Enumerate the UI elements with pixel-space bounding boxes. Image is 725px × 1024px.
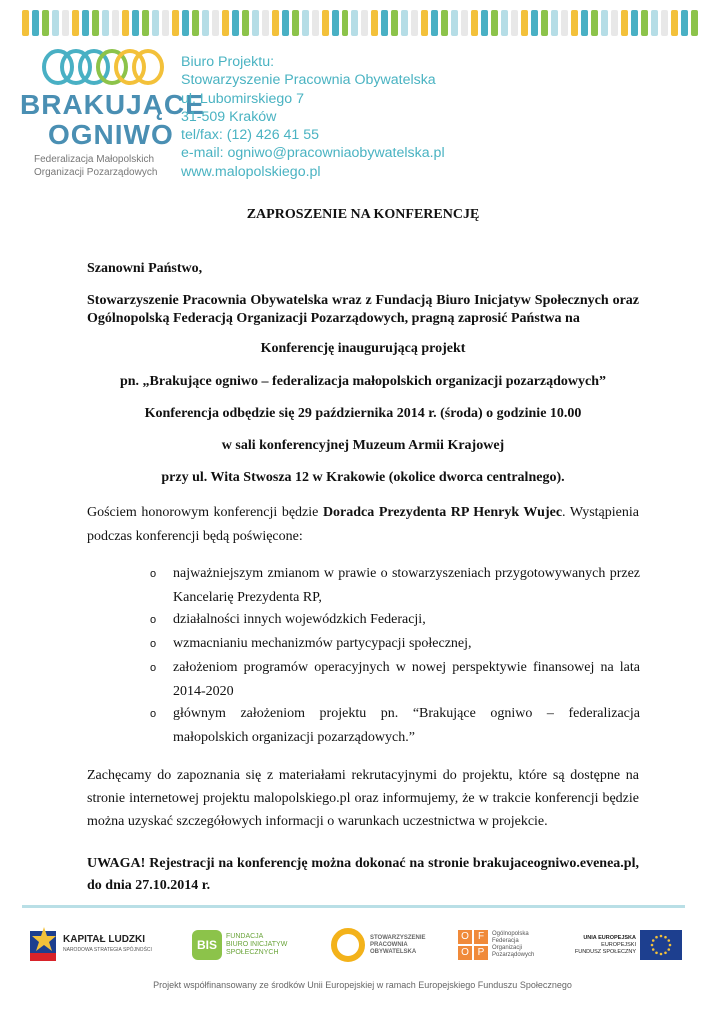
stripe-segment	[481, 10, 488, 36]
stripe-segment	[72, 10, 79, 36]
ofop-grid-mark	[458, 930, 488, 960]
bis-foundation-logo	[192, 924, 292, 966]
ofop-line1: Ogólnopolska	[492, 931, 529, 937]
stripe-segment	[571, 10, 578, 36]
brakujace-ogniwo-logo	[20, 44, 205, 179]
stripe-segment	[681, 10, 688, 36]
stripe-segment	[621, 10, 628, 36]
list-item-text: założeniom programów operacyjnych w nowej perspektywie finansowej na lata 2014-2020	[173, 660, 640, 699]
contact-street: ul. Lubomirskiego 7	[181, 90, 305, 107]
list-item-text: wzmacnianiu mechanizmów partycypacji społecznej,	[173, 636, 472, 651]
stripe-segment	[441, 10, 448, 36]
decorative-stripe-band	[22, 10, 698, 36]
stripe-segment	[192, 10, 199, 36]
stripe-segment	[342, 10, 349, 36]
stripe-segment	[581, 10, 588, 36]
salutation: Szanowni Państwo,	[87, 261, 203, 276]
ofop-letter-f: F	[474, 930, 488, 944]
stripe-segment	[641, 10, 648, 36]
kapital-ludzki-title: KAPITAŁ LUDZKI	[63, 934, 146, 945]
stripe-segment	[541, 10, 548, 36]
bis-mark: BIS	[192, 930, 222, 960]
spo-line1: STOWARZYSZENIE	[370, 934, 426, 941]
eu-star	[664, 951, 667, 954]
project-name-line: pn. „Brakujące ogniwo – federalizacja małopolskich organizacji pozarządowych”	[119, 374, 607, 389]
bis-line3: SPOŁECZNYCH	[226, 949, 279, 956]
encouragement-paragraph: Zachęcamy do zapoznania się z materiałami rekrutacyjnymi do projektu, które są dostępne na stronie internetowej projektu malopolskiego.pl oraz informujemy, że w trakcie konferencji będzie można uzyskać szczegółowych informacji o warunkach uczestnictwa w projekcie.	[87, 768, 639, 829]
stripe-segment	[302, 10, 309, 36]
stripe-segment	[332, 10, 339, 36]
registration-notice: UWAGA! Rejestracji na konferencję można dokonać na stronie brakujaceogniwo.evenea.pl, do dnia 27.10.2014 r.	[87, 856, 639, 893]
stripe-segment	[122, 10, 129, 36]
ofop-line3: Organizacji	[492, 945, 523, 951]
orange-ring-icon	[330, 927, 366, 963]
list-item-text: najważniejszym zmianom w prawie o stowarzyszeniach przygotowywanych przez Kancelarię Prezydenta RP,	[173, 566, 640, 605]
stripe-segment	[381, 10, 388, 36]
ofop-letter-o1: O	[458, 930, 472, 944]
footer-divider	[22, 905, 685, 908]
chain-links-icon	[20, 44, 175, 90]
ofop-letter-o2: O	[458, 946, 472, 960]
guest-name: Doradca Prezydenta RP Henryk Wujec	[322, 505, 563, 520]
stripe-segment	[401, 10, 408, 36]
list-item	[150, 702, 640, 750]
stripe-segment	[282, 10, 289, 36]
eu-star	[652, 948, 655, 951]
eu-social-fund-logo	[572, 924, 687, 966]
contact-city: 31-509 Kraków	[181, 108, 277, 125]
stripe-segment	[351, 10, 358, 36]
stripe-segment	[501, 10, 508, 36]
stripe-segment	[172, 10, 179, 36]
eu-star	[667, 948, 670, 951]
stripe-segment	[591, 10, 598, 36]
bullet-icon: o	[150, 662, 157, 674]
pracownia-obywatelska-logo	[330, 924, 430, 966]
stripe-segment	[152, 10, 159, 36]
ue-line1: UNIA EUROPEJSKA	[583, 934, 636, 941]
eu-star	[669, 944, 672, 947]
eu-star	[667, 939, 670, 942]
stripe-segment	[22, 10, 29, 36]
ofop-line2: Federacja	[492, 938, 519, 944]
stripe-segment	[182, 10, 189, 36]
contact-organization: Stowarzyszenie Pracownia Obywatelska	[181, 72, 436, 89]
stripe-segment	[561, 10, 568, 36]
stripe-segment	[551, 10, 558, 36]
contact-heading: Biuro Projektu:	[181, 54, 275, 70]
spo-line3: OBYWATELSKA	[370, 948, 417, 955]
stripe-segment	[272, 10, 279, 36]
guest-intro-text: Gościem honorowym konferencji będzie	[87, 505, 323, 520]
guest-paragraph	[87, 501, 639, 549]
list-item-text: głównym założeniom projektu pn. “Brakujące ogniwo – federalizacja małopolskich organizacji pozarządowych.”	[173, 706, 640, 745]
eu-star	[655, 951, 658, 954]
stripe-segment	[82, 10, 89, 36]
eu-star	[664, 936, 667, 939]
bis-line2: BIURO INICJATYW	[226, 941, 288, 948]
stripe-segment	[361, 10, 368, 36]
stripe-segment	[451, 10, 458, 36]
stripe-segment	[162, 10, 169, 36]
address-line: przy ul. Wita Stwosza 12 w Krakowie (okolice dworca centralnego).	[161, 470, 565, 485]
list-item	[150, 608, 640, 632]
stripe-segment	[252, 10, 259, 36]
stripe-segment	[232, 10, 239, 36]
intro-paragraph: Stowarzyszenie Pracownia Obywatelska wraz z Fundacją Biuro Inicjatyw Społecznych oraz Ogólnopolską Federacją Organizacji Pozarządowych, pragną zaprosić Państwa na	[87, 293, 639, 326]
stripe-segment	[411, 10, 418, 36]
stripe-segment	[42, 10, 49, 36]
contact-phone: tel/fax: (12) 426 41 55	[181, 127, 320, 144]
contact-website: www.malopolskiego.pl	[181, 163, 321, 180]
logo-subtitle	[34, 153, 184, 179]
eu-star	[652, 939, 655, 942]
stripe-segment	[142, 10, 149, 36]
list-item	[150, 562, 640, 610]
stripe-segment	[421, 10, 428, 36]
stripe-segment	[242, 10, 249, 36]
eu-star-flag-icon	[30, 927, 58, 963]
stripe-segment	[431, 10, 438, 36]
stripe-segment	[202, 10, 209, 36]
stripe-segment	[491, 10, 498, 36]
kapital-ludzki-logo	[30, 924, 155, 966]
list-item	[150, 656, 640, 704]
project-office-contact	[181, 53, 445, 181]
venue-line: w sali konferencyjnej Muzeum Armii Krajowej	[221, 438, 505, 453]
stripe-segment	[32, 10, 39, 36]
stripe-segment	[391, 10, 398, 36]
eu-star	[660, 953, 663, 956]
stripe-segment	[661, 10, 668, 36]
eu-star	[660, 935, 663, 938]
stripe-segment	[112, 10, 119, 36]
ofop-logo	[458, 924, 548, 966]
stripe-segment	[371, 10, 378, 36]
stripe-segment	[292, 10, 299, 36]
kapital-ludzki-subtitle: NARODOWA STRATEGIA SPÓJNOŚCI	[63, 947, 152, 953]
document-title: ZAPROSZENIE NA KONFERENCJĘ	[246, 207, 480, 222]
contact-email: e-mail: ogniwo@pracowniaobywatelska.pl	[181, 145, 445, 162]
stripe-segment	[691, 10, 698, 36]
eu-star	[655, 936, 658, 939]
stripe-segment	[102, 10, 109, 36]
logo-subtitle-line2: Organizacji Pozarządowych	[34, 167, 158, 178]
stripe-segment	[222, 10, 229, 36]
date-line: Konferencja odbędzie się 29 października 2014 r. (środa) o godzinie 10.00	[144, 406, 582, 421]
stripe-segment	[611, 10, 618, 36]
conference-line: Konferencję inaugurującą projekt	[260, 341, 466, 356]
cofinancing-note: Projekt współfinansowany ze środków Unii Europejskiej w ramach Europejskiego Funduszu Społecznego	[153, 980, 572, 990]
stripe-segment	[521, 10, 528, 36]
eu-star	[651, 944, 654, 947]
bullet-icon: o	[150, 708, 157, 720]
logo-title-line1: BRAKUJĄCE	[20, 89, 205, 120]
guest-outro-text: . Wystąpienia podczas konferencji będą poświęcone:	[87, 505, 639, 544]
stripe-segment	[322, 10, 329, 36]
stripe-segment	[461, 10, 468, 36]
bullet-icon: o	[150, 638, 157, 650]
ue-line2: EUROPEJSKI	[601, 941, 636, 948]
stripe-segment	[471, 10, 478, 36]
ofop-line4: Pozarządowych	[492, 952, 535, 958]
stripe-segment	[92, 10, 99, 36]
spo-line2: PRACOWNIA	[370, 941, 408, 948]
bullet-icon: o	[150, 614, 157, 626]
eu-flag-icon	[640, 930, 682, 960]
list-item-text: działalności innych wojewódzkich Federacji,	[173, 612, 426, 627]
stripe-segment	[52, 10, 59, 36]
logo-subtitle-line1: Federalizacja Małopolskich	[34, 154, 155, 165]
stripe-segment	[262, 10, 269, 36]
ue-line3: FUNDUSZ SPOŁECZNY	[574, 948, 636, 955]
stripe-segment	[651, 10, 658, 36]
stripe-segment	[511, 10, 518, 36]
bis-line1: FUNDACJA	[226, 933, 264, 940]
stripe-segment	[312, 10, 319, 36]
stripe-segment	[531, 10, 538, 36]
stripe-segment	[631, 10, 638, 36]
ofop-letter-p: P	[474, 946, 488, 960]
list-item	[150, 632, 640, 656]
stripe-segment	[132, 10, 139, 36]
stripe-segment	[212, 10, 219, 36]
stripe-segment	[601, 10, 608, 36]
stripe-segment	[62, 10, 69, 36]
stripe-segment	[671, 10, 678, 36]
logo-title-line2: OGNIWO	[48, 119, 174, 150]
bullet-icon: o	[150, 568, 157, 580]
